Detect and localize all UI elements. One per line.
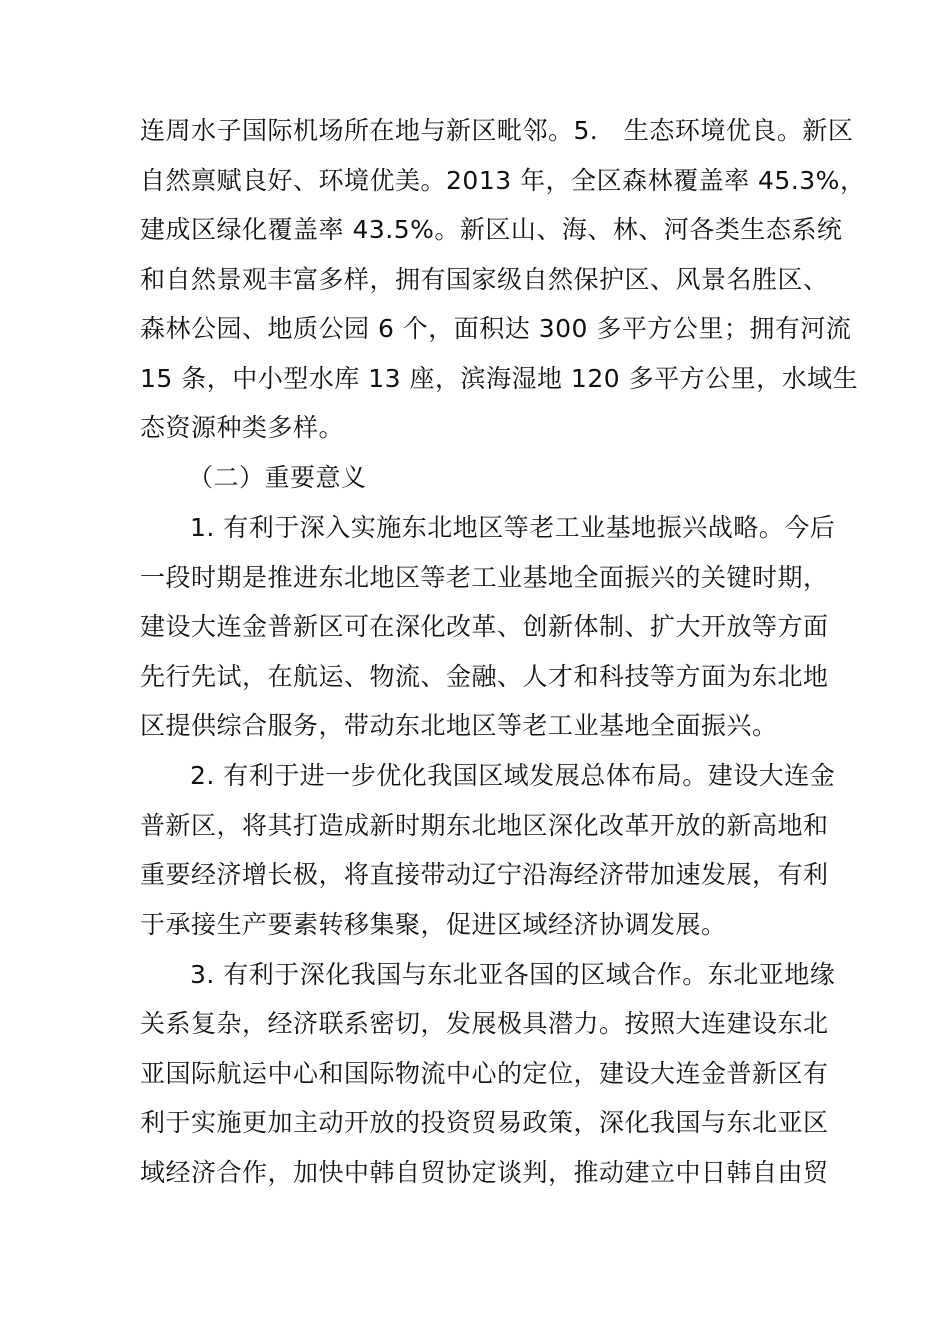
paragraph-1-line-4: 和自然景观丰富多样，拥有国家级自然保护区、风景名胜区、 xyxy=(140,265,829,294)
paragraph-2-line-1: 1. 有利于深入实施东北地区等老工业基地振兴战略。今后 xyxy=(190,513,836,542)
paragraph-3-line-3: 重要经济增长极，将直接带动辽宁沿海经济带加速发展，有利 xyxy=(140,860,829,889)
paragraph-4-line-5: 域经济合作，加快中韩自贸协定谈判，推动建立中日韩自由贸 xyxy=(140,1158,829,1187)
paragraph-1-line-2: 自然禀赋良好、环境优美。2013 年，全区森林覆盖率 45.3%， xyxy=(140,166,866,195)
paragraph-3-line-1: 2. 有利于进一步优化我国区域发展总体布局。建设大连金 xyxy=(190,761,836,790)
paragraph-2-line-4: 先行先试，在航运、物流、金融、人才和科技等方面为东北地 xyxy=(140,662,829,691)
paragraph-1-line-6: 15 条，中小型水库 13 座，滨海湿地 120 多平方公里，水域生 xyxy=(140,364,859,393)
section-heading: （二）重要意义 xyxy=(188,463,367,492)
paragraph-1-line-7: 态资源种类多样。 xyxy=(140,413,345,442)
paragraph-2-line-2: 一段时期是推进东北地区等老工业基地全面振兴的关键时期， xyxy=(140,563,829,592)
paragraph-2-line-3: 建设大连金普新区可在深化改革、创新体制、扩大开放等方面 xyxy=(140,612,829,641)
paragraph-1-line-5: 森林公园、地质公园 6 个，面积达 300 多平方公里；拥有河流 xyxy=(140,314,852,343)
paragraph-2-line-5: 区提供综合服务，带动东北地区等老工业基地全面振兴。 xyxy=(140,711,778,740)
paragraph-3-line-2: 普新区，将其打造成新时期东北地区深化改革开放的新高地和 xyxy=(140,811,829,840)
paragraph-1-line-3: 建成区绿化覆盖率 43.5%。新区山、海、林、河各类生态系统 xyxy=(140,215,843,244)
paragraph-4-line-4: 利于实施更加主动开放的投资贸易政策，深化我国与东北亚区 xyxy=(140,1108,829,1137)
paragraph-1-line-1: 连周水子国际机场所在地与新区毗邻。5． 生态环境优良。新区 xyxy=(140,116,854,145)
paragraph-4-line-3: 亚国际航运中心和国际物流中心的定位，建设大连金普新区有 xyxy=(140,1059,829,1088)
paragraph-4-line-1: 3. 有利于深化我国与东北亚各国的区域合作。东北亚地缘 xyxy=(190,960,836,989)
paragraph-3-line-4: 于承接生产要素转移集聚，促进区域经济协调发展。 xyxy=(140,910,727,939)
paragraph-4-line-2: 关系复杂，经济联系密切，发展极具潜力。按照大连建设东北 xyxy=(140,1009,829,1038)
